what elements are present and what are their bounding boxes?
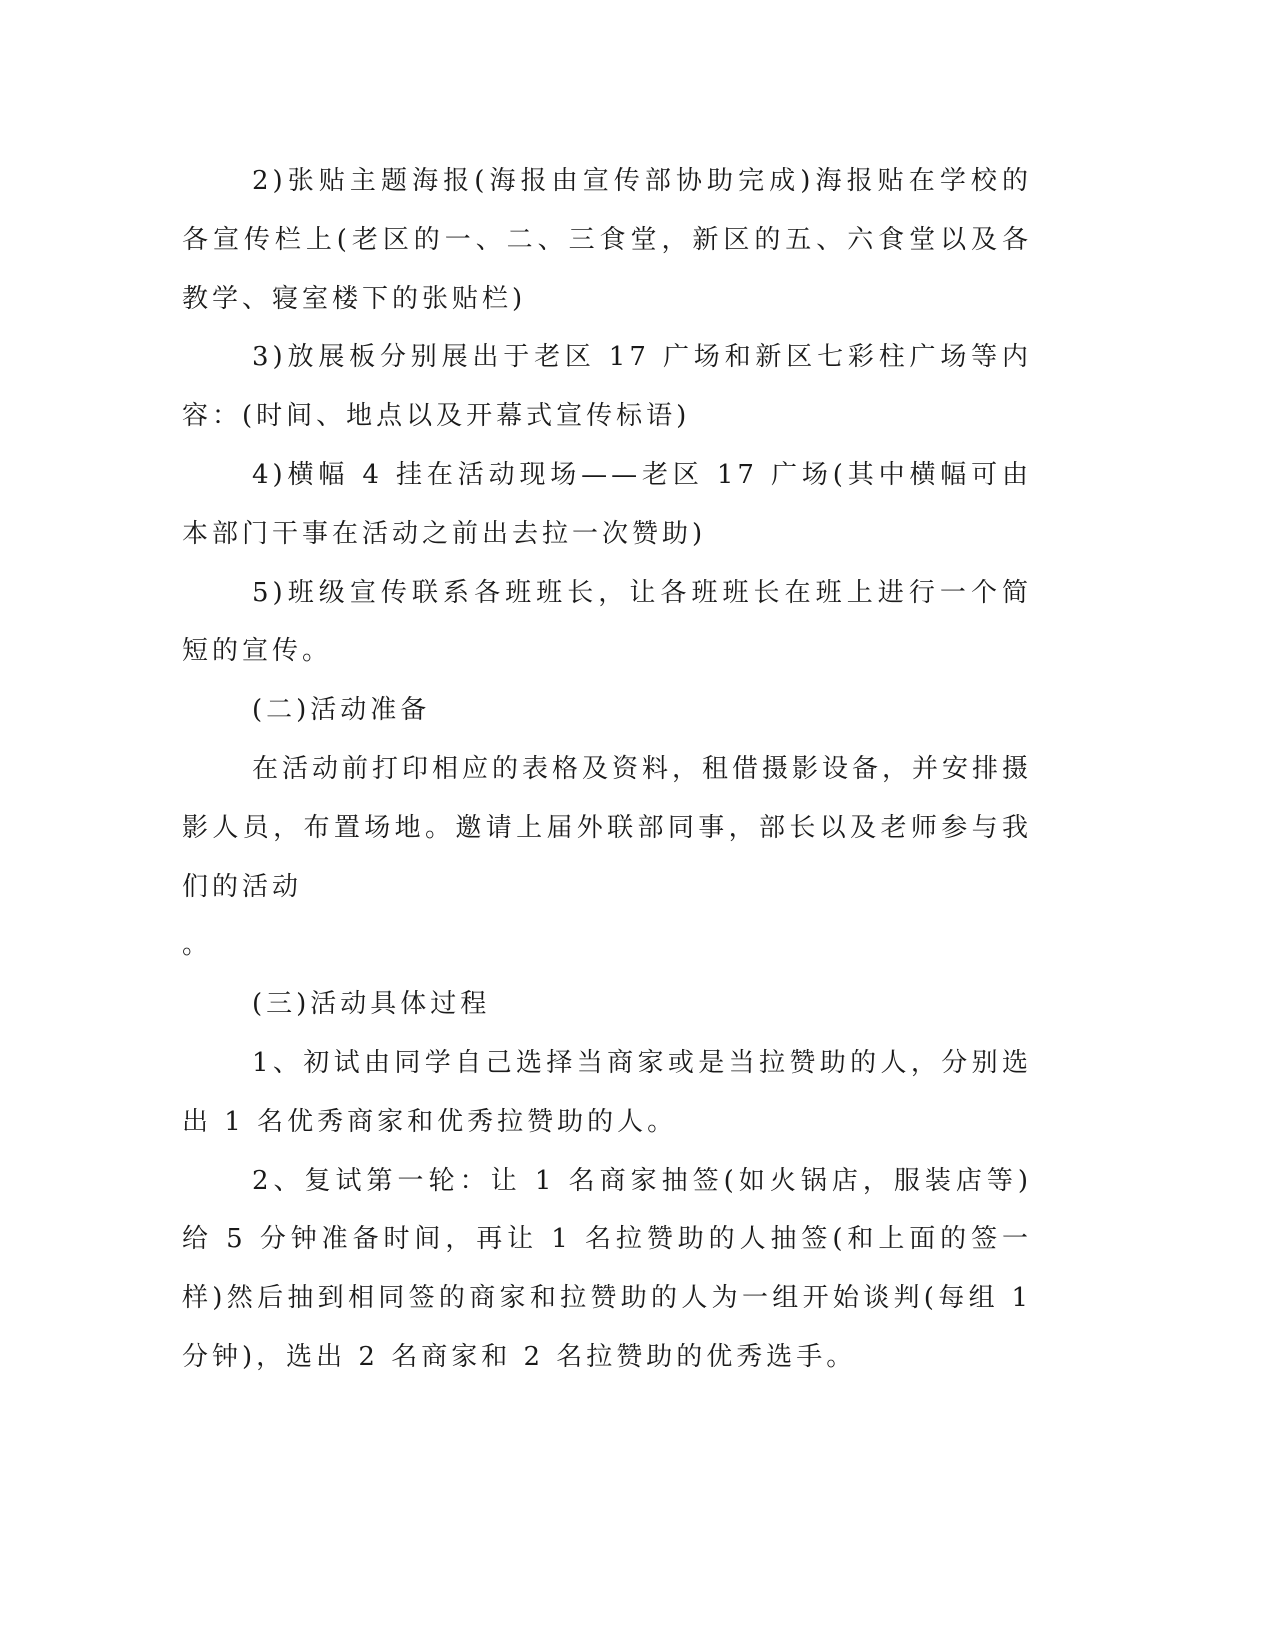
paragraph-display-board: 3)放展板分别展出于老区 17 广场和新区七彩柱广场等内容：(时间、地点以及开幕式宣传标语) bbox=[182, 342, 1032, 432]
paragraph-banner: 4)横幅 4 挂在活动现场——老区 17 广场(其中横幅可由本部门干事在活动之前出去拉一次赞助) bbox=[182, 459, 1032, 549]
paragraph-trailing-period: 。 bbox=[182, 930, 213, 961]
paragraph-poster: 2)张贴主题海报(海报由宣传部协助完成)海报贴在学校的各宣传栏上(老区的一、二、三食堂，新区的五、六食堂以及各教学、寝室楼下的张贴栏) bbox=[182, 166, 1032, 314]
paragraph-second-round: 2、复试第一轮：让 1 名商家抽签(如火锅店，服装店等)给 5 分钟准备时间，再让 1 名拉赞助的人抽签(和上面的签一样)然后抽到相同签的商家和拉赞助的人为一组开始谈判(每组 1 分钟)，选出 2 名商家和 2 名拉赞助的优秀选手。 bbox=[182, 1165, 1032, 1372]
heading-activity-process: (三)活动具体过程 bbox=[252, 989, 491, 1020]
paragraph-preparation: 在活动前打印相应的表格及资料，租借摄影设备，并安排摄影人员，布置场地。邀请上届外联部同事，部长以及老师参与我们的活动 bbox=[182, 753, 1033, 902]
paragraph-class-promotion: 5)班级宣传联系各班班长，让各班班长在班上进行一个简短的宣传。 bbox=[182, 577, 1032, 667]
document-body bbox=[182, 152, 1032, 1387]
heading-activity-preparation: (二)活动准备 bbox=[252, 695, 431, 726]
paragraph-preliminary-round: 1、初试由同学自己选择当商家或是当拉赞助的人，分别选出 1 名优秀商家和优秀拉赞助的人。 bbox=[182, 1047, 1032, 1137]
